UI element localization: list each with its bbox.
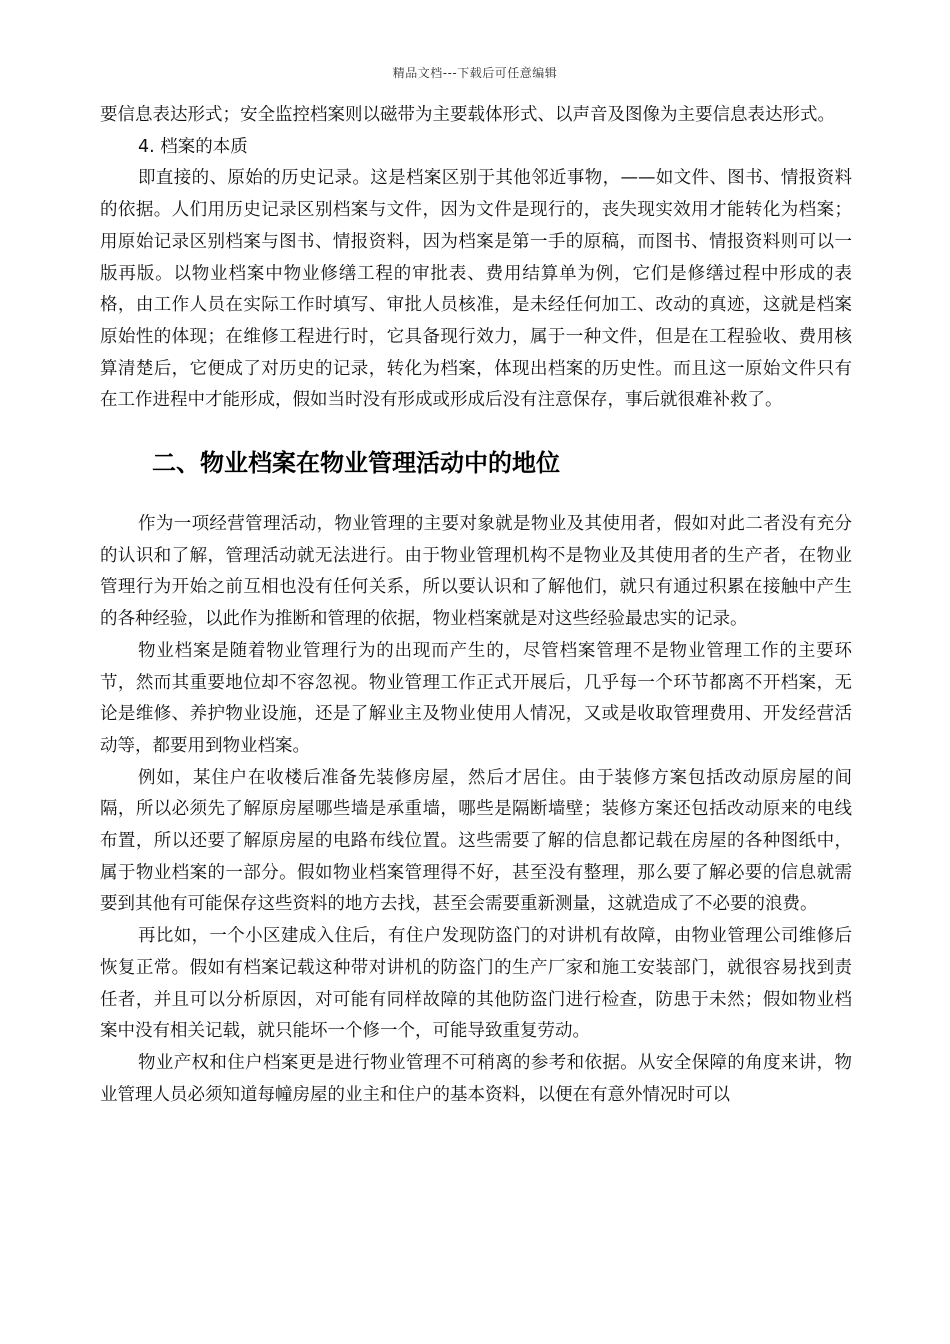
section-heading: 二、物业档案在物业管理活动中的地位: [152, 449, 560, 478]
document-body: [100, 100, 852, 1111]
paragraph: 物业档案是随着物业管理行为的出现而产生的，尽管档案管理不是物业管理工作的主要环节，然而其重要地位却不容忽视。物业管理工作正式开展后，几乎每一个环节都离不开档案，无论是维修、养护物业设施，还是了解业主及物业使用人情况，又或是收取管理费用、开发经营活动等，都要用到物业档案。: [100, 640, 852, 756]
subheading: 4. 档案的本质: [138, 136, 248, 157]
paragraph: 例如，某住户在收楼后准备先装修房屋，然后才居住。由于装修方案包括改动原房屋的间隔，所以必须先了解原房屋哪些墙是承重墙，哪些是隔断墙壁；装修方案还包括改动原来的电线布置，所以还要了解原房屋的电路布线位置。这些需要了解的信息都记载在房屋的各种图纸中，属于物业档案的一部分。假如物业档案管理得不好，甚至没有整理，那么要了解必要的信息就需要到其他有可能保存这些资料的地方去找，甚至会需要重新测量，这就造成了不必要的浪费。: [100, 767, 852, 915]
paragraph: 再比如，一个小区建成入住后，有住户发现防盗门的对讲机有故障，由物业管理公司维修后恢复正常。假如有档案记载这种带对讲机的防盗门的生产厂家和施工安装部门，就很容易找到责任者，并且可以分析原因，对可能有同样故障的其他防盗门进行检查，防患于未然；假如物业档案中没有相关记载，就只能坏一个修一个，可能导致重复劳动。: [100, 926, 852, 1042]
paragraph: 作为一项经营管理活动，物业管理的主要对象就是物业及其使用者，假如对此二者没有充分的认识和了解，管理活动就无法进行。由于物业管理机构不是物业及其使用者的生产者，在物业管理行为开始之前互相也没有任何关系，所以要认识和了解他们，就只有通过积累在接触中产生的各种经验，以此作为推断和管理的依据，物业档案就是对这些经验最忠实的记录。: [100, 514, 852, 630]
page-header: 精品文档---下载后可任意编辑: [392, 66, 558, 80]
paragraph: 物业产权和住户档案更是进行物业管理不可稍离的参考和依据。从安全保障的角度来讲，物业管理人员必须知道每幢房屋的业主和住户的基本资料，以便在有意外情况时可以: [100, 1052, 852, 1105]
paragraph: 即直接的、原始的历史记录。这是档案区别于其他邻近事物，——如文件、图书、情报资料的依据。人们用历史记录区别档案与文件，因为文件是现行的，丧失现实效用才能转化为档案；用原始记录区别档案与图书、情报资料，因为档案是第一手的原稿，而图书、情报资料则可以一版再版。以物业档案中物业修缮工程的审批表、费用结算单为例，它们是修缮过程中形成的表格，由工作人员在实际工作时填写、审批人员核准，是未经任何加工、改动的真迹，这就是档案原始性的体现；在维修工程进行时，它具备现行效力，属于一种文件，但是在工程验收、费用核算清楚后，它便成了对历史的记录，转化为档案，体现出档案的历史性。而且这一原始文件只有在工作进程中才能形成，假如当时没有形成或形成后没有注意保存，事后就很难补救了。: [100, 168, 852, 411]
paragraph: 要信息表达形式；安全监控档案则以磁带为主要载体形式、以声音及图像为主要信息表达形式。: [100, 105, 835, 125]
